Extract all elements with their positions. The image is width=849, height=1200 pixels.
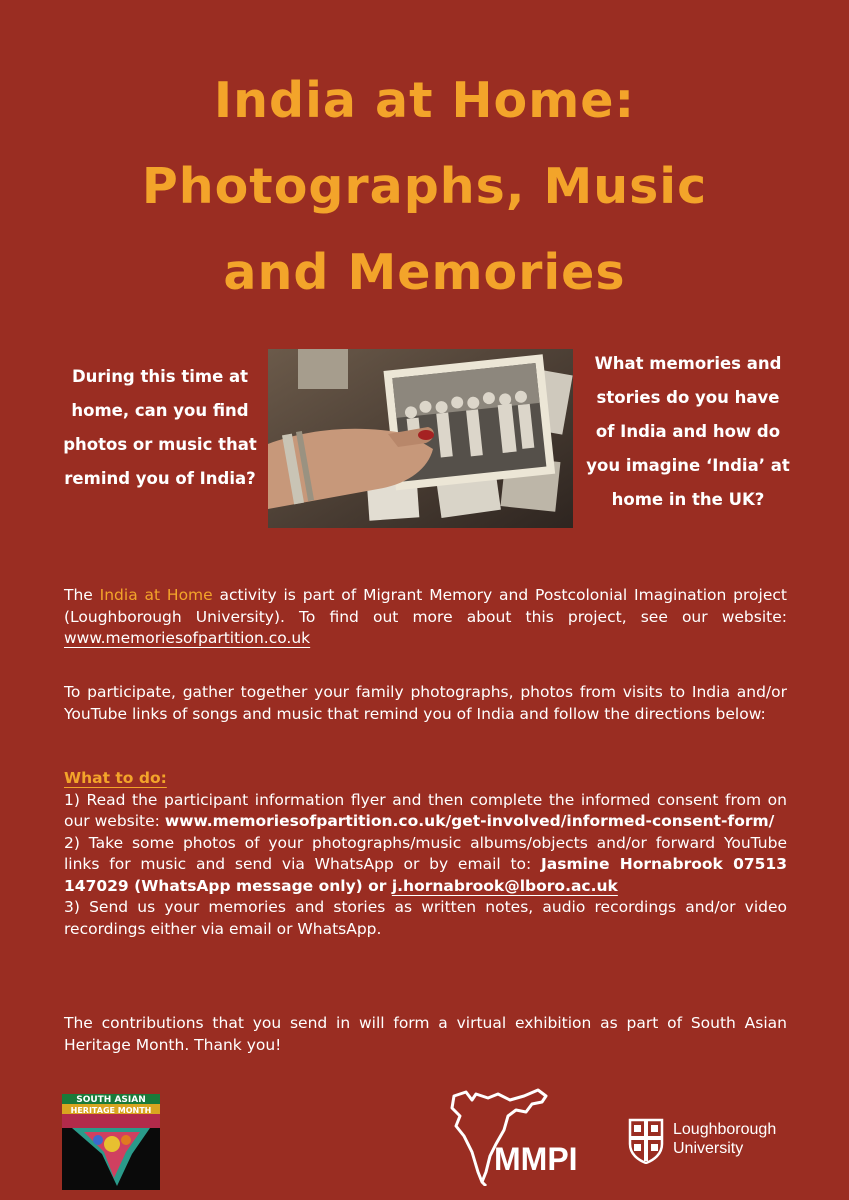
- email-link[interactable]: j.hornabrook@lboro.ac.uk: [391, 876, 618, 895]
- lboro-line-1: Loughborough: [673, 1121, 777, 1138]
- website-link[interactable]: www.memoriesofpartition.co.uk: [64, 629, 311, 647]
- page-title: [0, 58, 849, 316]
- intro-text: activity is part of Migrant Memory and Postcolonial Imagination project (Loughborough University). To find out more about this project, see our website:: [64, 586, 787, 626]
- left-question-line: photos or music that: [63, 435, 257, 454]
- right-question-line: of India and how do: [595, 422, 781, 441]
- participate-paragraph: To participate, gather together your family photographs, photos from visits to India and/or YouTube links of songs and music that remind you of India and follow the directions below:: [64, 683, 787, 723]
- step-1: [64, 790, 787, 833]
- sahm-line-2: HERITAGE MONTH: [70, 1106, 152, 1115]
- left-question: [60, 360, 260, 496]
- contact-details: Jasmine Hornabrook 07513 147029 (WhatsApp message only) or: [64, 855, 787, 895]
- consent-form-link[interactable]: www.memoriesofpartition.co.uk/get-involved/informed-consent-form/: [164, 812, 775, 830]
- project-name-highlight: India at Home: [99, 586, 213, 604]
- left-question-line: home, can you find: [71, 401, 249, 420]
- intro-prefix: The: [64, 586, 100, 604]
- mmpi-logo: [446, 1086, 586, 1186]
- right-question-line: What memories and: [594, 354, 782, 373]
- intro-paragraph: [64, 585, 787, 650]
- title-line-2: Photographs, Music: [141, 158, 708, 215]
- step-2-text: 2) Take some photos of your photographs/music albums/objects and/or forward YouTube links for music and send via WhatsApp or by email to:: [64, 833, 787, 873]
- steps-heading: What to do:: [64, 769, 167, 787]
- left-question-line: During this time at: [71, 367, 249, 386]
- step-1-text: 1) Read the participant information flyer and then complete the informed consent from on our website:: [64, 790, 787, 830]
- right-question: [583, 347, 793, 517]
- closing-paragraph: The contributions that you send in will form a virtual exhibition as part of South Asian Heritage Month. Thank you!: [64, 1014, 787, 1054]
- steps-section: [64, 768, 787, 940]
- south-asian-heritage-month-logo: [62, 1094, 160, 1190]
- loughborough-wordmark: [673, 1120, 776, 1158]
- step-3: 3) Send us your memories and stories as written notes, audio recordings and/or video recordings either via email or WhatsApp.: [64, 898, 787, 938]
- title-line-1: India at Home:: [213, 72, 636, 129]
- step-2: [64, 833, 787, 898]
- loughborough-university-logo: [626, 1118, 796, 1164]
- right-question-line: home in the UK?: [611, 490, 765, 509]
- mmpi-text: MMPI: [494, 1141, 578, 1177]
- sahm-line-1: SOUTH ASIAN: [76, 1095, 146, 1105]
- right-question-line: you imagine ‘India’ at: [586, 456, 790, 475]
- title-line-3: and Memories: [223, 244, 626, 301]
- right-question-line: stories do you have: [596, 388, 780, 407]
- shield-icon: [628, 1118, 664, 1164]
- hand-holding-photograph-image: [268, 349, 573, 528]
- lboro-line-2: University: [673, 1140, 744, 1157]
- left-question-line: remind you of India?: [64, 469, 256, 488]
